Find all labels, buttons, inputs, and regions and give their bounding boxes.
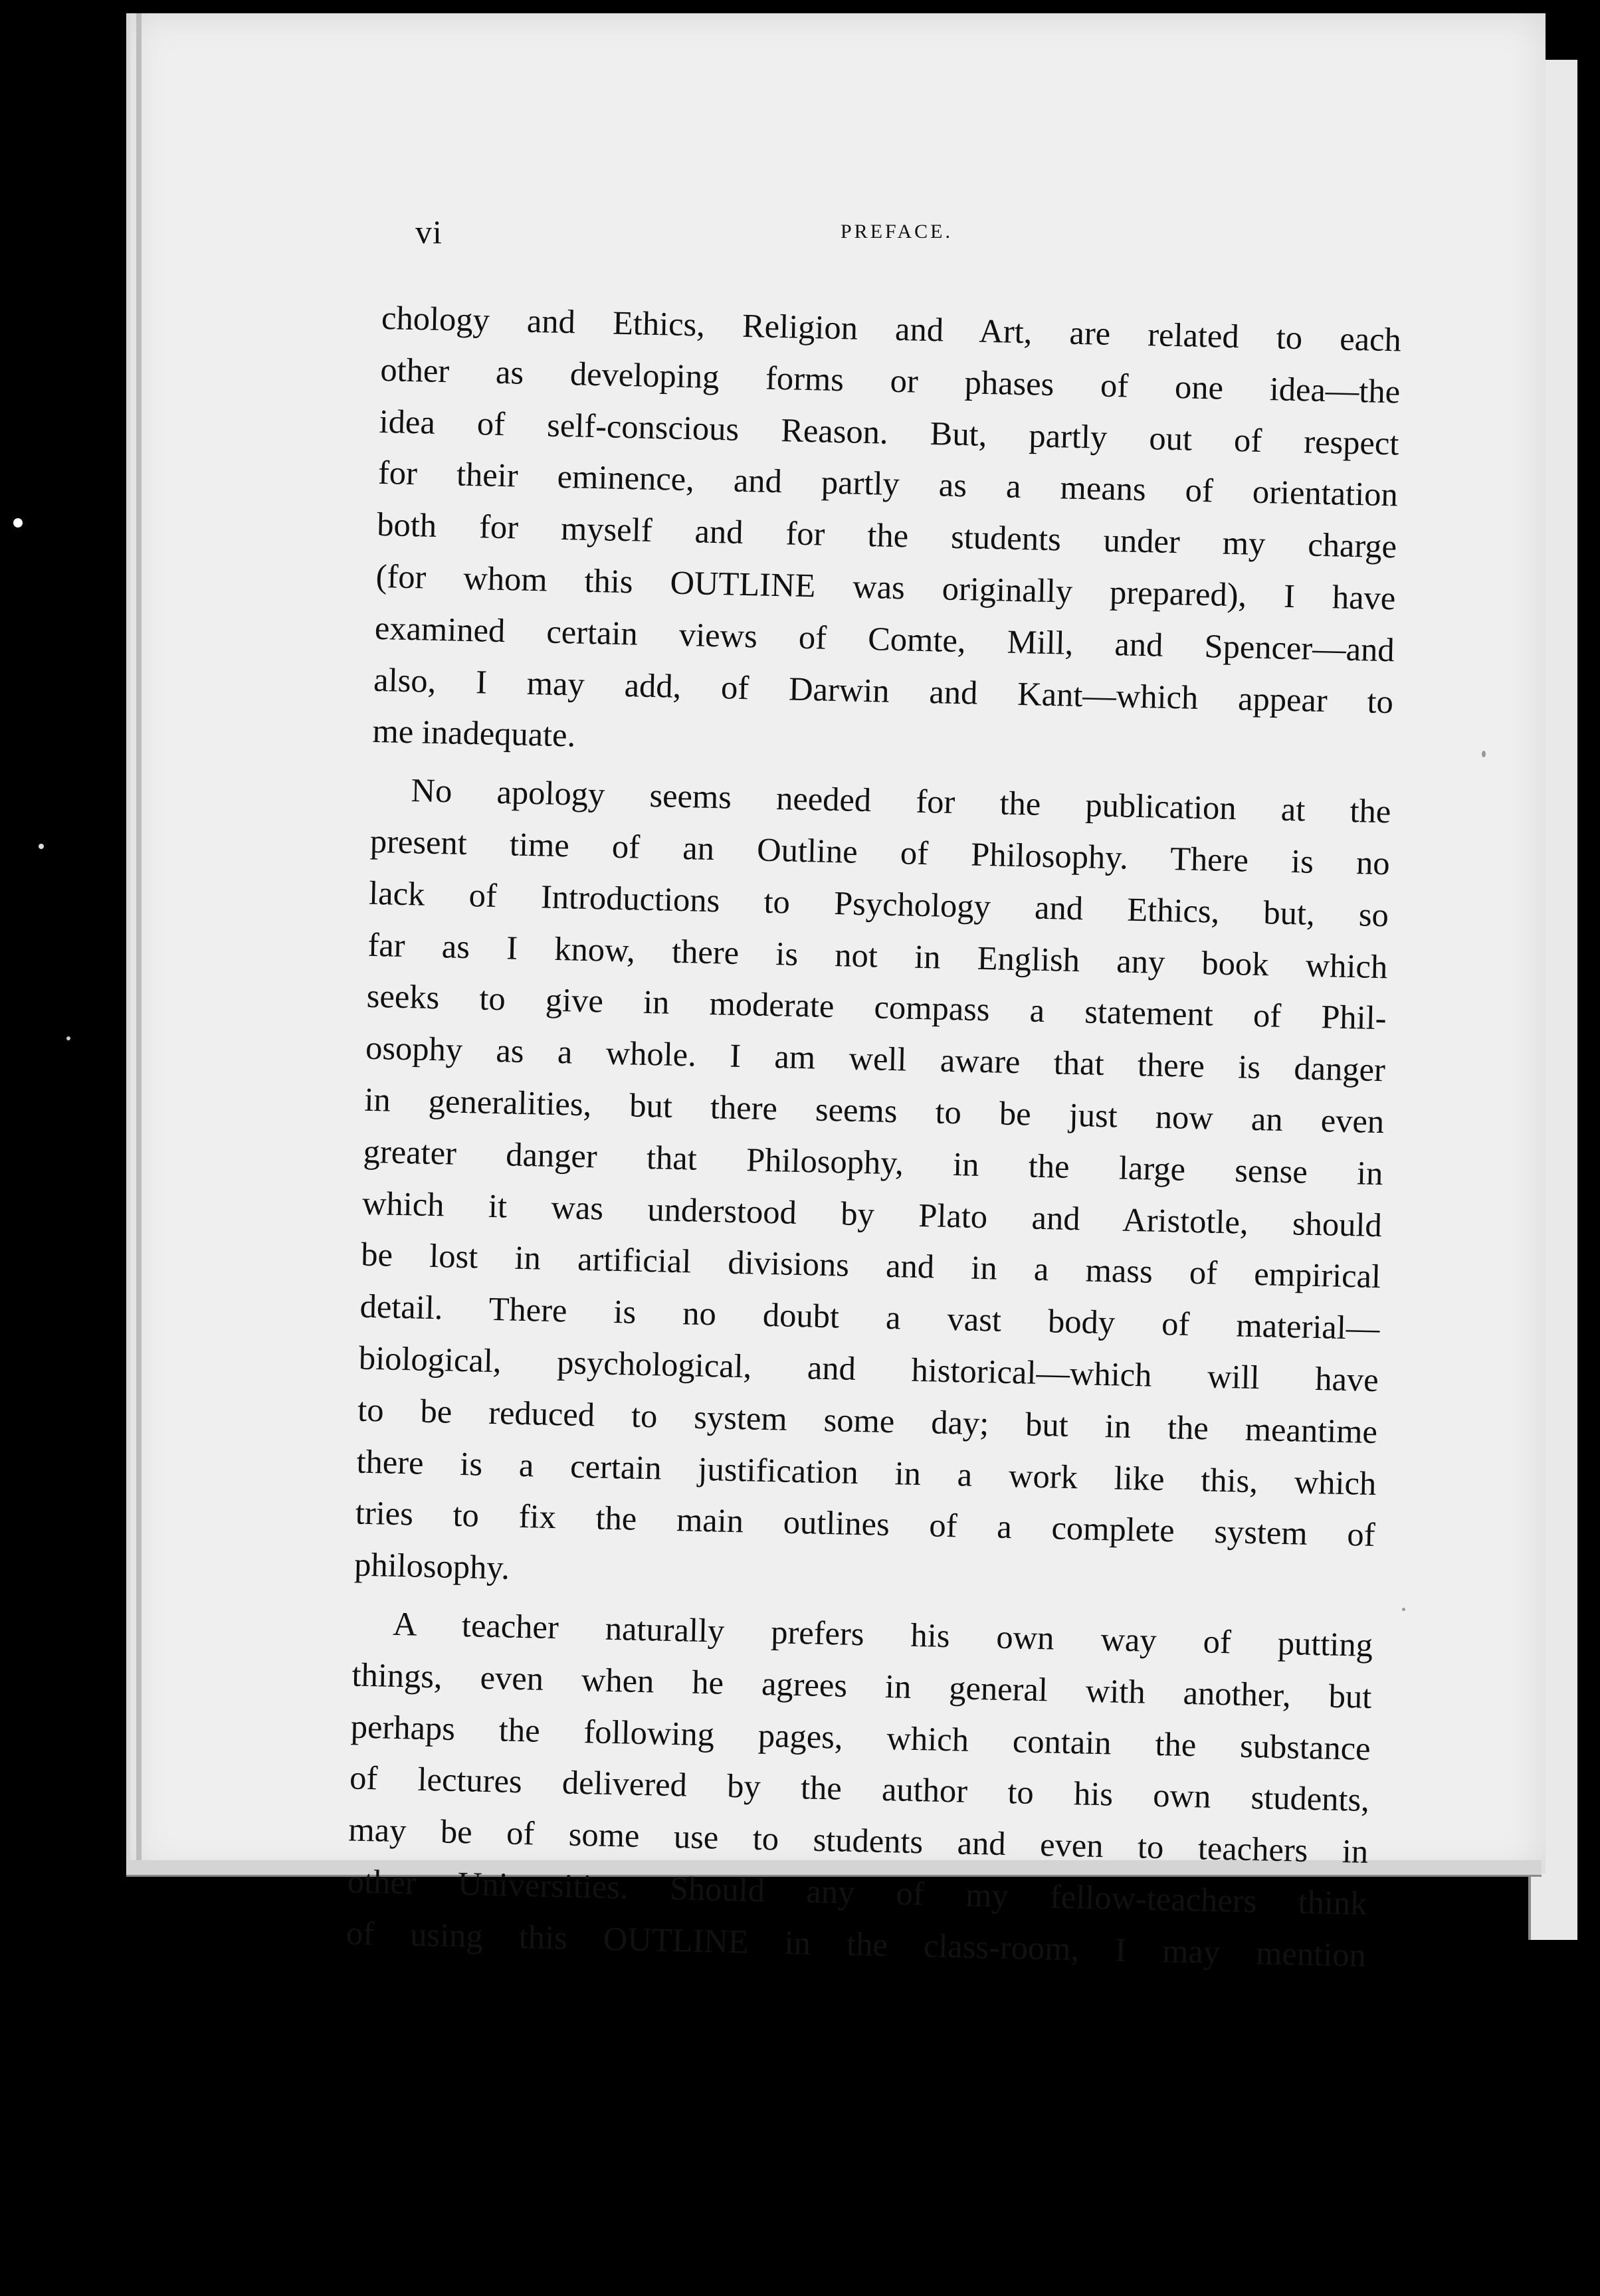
text-line: biological, psychological, and historical—which will have xyxy=(358,1339,1379,1399)
text-line: present time of an Outline of Philosophy. There is no xyxy=(369,822,1391,882)
text-line: tries to fix the main outlines of a complete system of xyxy=(355,1493,1376,1554)
text-line: far as I know, there is not in English any book which xyxy=(367,925,1388,985)
text-line: other as developing forms or phases of one idea—the xyxy=(379,350,1401,411)
text-line: A teacher naturally prefers his own way of putting xyxy=(392,1604,1373,1664)
paragraph-1 xyxy=(372,292,1402,779)
text-line: examined certain views of Comte, Mill, and Spencer—and xyxy=(374,609,1395,669)
text-line: be lost in artificial divisions and in a mass of empirical xyxy=(360,1236,1381,1295)
text-line: of lectures delivered by the author to his own students, xyxy=(349,1759,1370,1819)
text-line: No apology seems needed for the publication at the xyxy=(411,771,1391,830)
text-line: greater danger that Philosophy, in the large sense in xyxy=(363,1132,1384,1192)
text-line: in generalities, but there seems to be just now an even xyxy=(363,1080,1385,1141)
text-line: things, even when he agrees in general with another, but xyxy=(351,1656,1372,1715)
text-line: both for myself and for the students under my charge xyxy=(376,506,1397,565)
text-line: other Universities. Should any of my fellow-teachers think xyxy=(347,1862,1368,1922)
text-line: osophy as a whole. I am well aware that there is danger xyxy=(365,1028,1386,1089)
text-line: also, I may add, of Darwin and Kant—which appear to xyxy=(373,660,1394,720)
text-line: me inadequate. xyxy=(371,712,576,754)
text-line: idea of self-conscious Reason. But, partly out of respect xyxy=(379,402,1400,462)
text-line: to be reduced to system some day; but in the meantime xyxy=(357,1390,1378,1450)
paragraph-2 xyxy=(353,764,1391,1613)
paragraph-3 xyxy=(346,1597,1373,1981)
page-number: vi xyxy=(415,213,443,250)
page-gutter-shadow xyxy=(136,13,142,1873)
text-line: which it was understood by Plato and Aristotle, should xyxy=(361,1184,1383,1244)
body-text xyxy=(346,292,1401,1981)
running-head xyxy=(415,213,1412,252)
text-line: may be of some use to students and even to teachers in xyxy=(348,1810,1369,1871)
text-line: of using this OUTLINE in the class-room, I may mention xyxy=(346,1914,1367,1974)
running-title: PREFACE. xyxy=(841,221,953,242)
text-line: lack of Introductions to Psychology and Ethics, but, so xyxy=(368,874,1389,934)
text-line: detail. There is no doubt a vast body of material— xyxy=(359,1287,1380,1347)
text-line: philosophy. xyxy=(353,1545,510,1586)
text-line: perhaps the following pages, which contain the substance xyxy=(350,1707,1371,1767)
text-line: there is a certain justification in a work like this, which xyxy=(356,1442,1377,1502)
text-line: for their eminence, and partly as a means of orientation xyxy=(377,454,1399,514)
text-line: seeks to give in moderate compass a statement of Phil- xyxy=(366,977,1387,1037)
text-line: (for whom this OUTLINE was originally prepared), I have xyxy=(375,557,1396,617)
text-line: chology and Ethics, Religion and Art, are related to each xyxy=(381,298,1402,359)
